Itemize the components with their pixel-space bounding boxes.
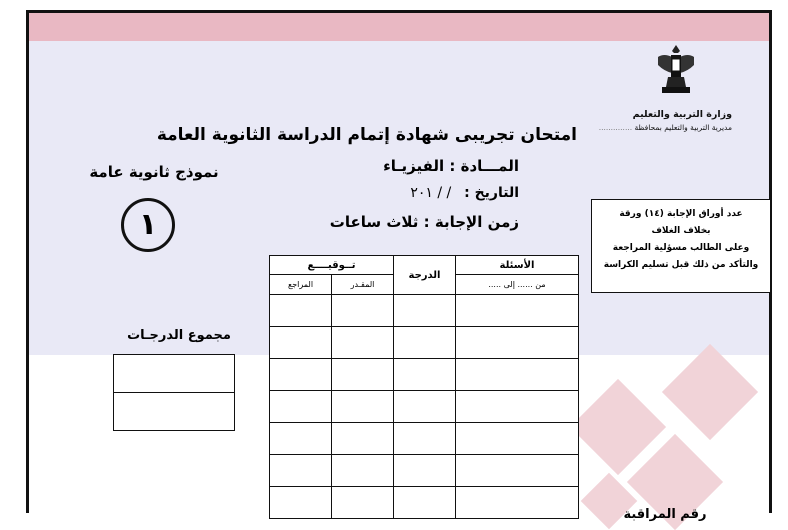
questions-header: الأسئلة <box>456 256 579 275</box>
exam-cover-page <box>26 10 772 522</box>
table-cell[interactable] <box>456 423 579 455</box>
table-cell[interactable] <box>270 455 332 487</box>
table-row <box>270 423 579 455</box>
reviewer-header: المراجع <box>270 275 332 295</box>
observer-number-label: رقم المراقبة <box>623 507 707 522</box>
table-cell[interactable] <box>456 327 579 359</box>
notice-line: وعلى الطالب مسؤلية المراجعة <box>612 243 750 253</box>
table-cell[interactable] <box>456 359 579 391</box>
table-cell[interactable] <box>456 455 579 487</box>
date-line <box>329 185 519 201</box>
date-value: / / ٢٠١ <box>410 185 452 201</box>
table-cell[interactable] <box>332 423 394 455</box>
table-cell[interactable] <box>270 391 332 423</box>
table-row <box>270 487 579 519</box>
top-color-bar <box>29 13 769 41</box>
grade-header: الدرجة <box>394 256 456 295</box>
model-label: نموذج ثانوية عامة <box>89 163 219 181</box>
total-grades-cell[interactable] <box>114 392 234 430</box>
table-cell[interactable] <box>270 423 332 455</box>
table-cell[interactable] <box>270 487 332 519</box>
model-number-circle: ١ <box>121 198 175 252</box>
notice-line: بخلاف الغلاف <box>651 226 711 236</box>
table-cell[interactable] <box>394 295 456 327</box>
directorate-line <box>599 123 732 132</box>
directorate-blank: .............. <box>598 123 633 132</box>
directorate-name: مديرية التربية والتعليم بمحافظة <box>634 123 732 132</box>
questions-range: من ...... إلى ..... <box>456 275 579 295</box>
answer-duration: زمن الإجابة : ثلاث ساعات <box>329 213 519 231</box>
exam-title: امتحان تجريبى شهادة إتمام الدراسة الثانوية العامة <box>156 125 577 145</box>
table-row <box>270 359 579 391</box>
subject-line: المـــادة : الفيزيـاء <box>383 157 519 175</box>
decorative-diamond <box>662 344 758 440</box>
table-cell[interactable] <box>332 455 394 487</box>
table-cell[interactable] <box>456 487 579 519</box>
grades-table <box>269 255 579 519</box>
eagle-emblem-icon <box>656 43 696 95</box>
total-grades-cell[interactable] <box>114 355 234 392</box>
table-cell[interactable] <box>332 391 394 423</box>
table-cell[interactable] <box>394 423 456 455</box>
ministry-name: وزارة التربية والتعليم <box>632 109 732 120</box>
signature-header: تــوقيــــع <box>270 256 394 275</box>
table-cell[interactable] <box>270 327 332 359</box>
table-cell[interactable] <box>270 359 332 391</box>
table-row <box>270 295 579 327</box>
table-row <box>270 391 579 423</box>
assessor-header: المقـدر <box>332 275 394 295</box>
table-cell[interactable] <box>332 327 394 359</box>
answer-sheets-notice <box>591 199 771 293</box>
table-row <box>270 327 579 359</box>
table-cell[interactable] <box>394 327 456 359</box>
table-cell[interactable] <box>456 295 579 327</box>
table-cell[interactable] <box>456 391 579 423</box>
table-cell[interactable] <box>332 487 394 519</box>
notice-line: عدد أوراق الإجابة (١٤) ورقة <box>619 209 743 219</box>
table-cell[interactable] <box>270 295 332 327</box>
table-row <box>270 455 579 487</box>
total-grades-box <box>113 354 235 431</box>
table-cell[interactable] <box>394 487 456 519</box>
table-cell[interactable] <box>394 359 456 391</box>
date-label: التاريخ : <box>464 185 519 201</box>
table-cell[interactable] <box>394 455 456 487</box>
notice-line: والتأكد من ذلك قبل تسليم الكراسة <box>603 260 759 270</box>
table-cell[interactable] <box>332 359 394 391</box>
table-cell[interactable] <box>332 295 394 327</box>
total-grades-label: مجموع الدرجـات <box>127 328 231 343</box>
table-cell[interactable] <box>394 391 456 423</box>
